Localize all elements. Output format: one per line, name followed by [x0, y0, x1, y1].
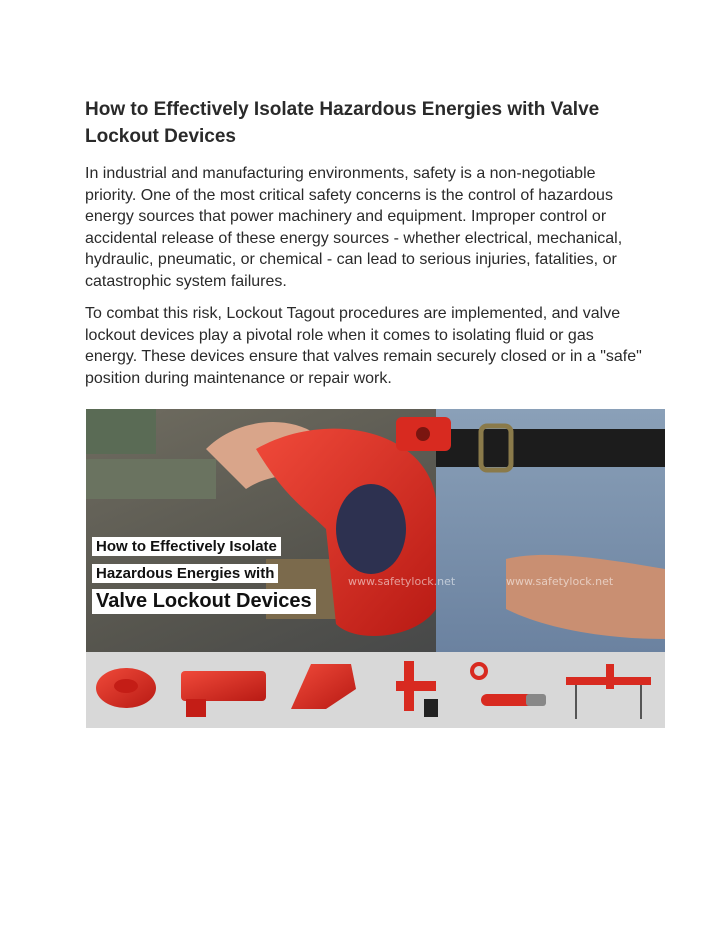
banner-image — [86, 409, 665, 728]
pipe-top — [86, 409, 156, 454]
product-gate-valve-lockout — [96, 668, 156, 708]
paragraph-intro: In industrial and manufacturing environments, safety is a non-negotiable priority. One of the most critical safety concerns is the control of hazardous energy sources that power machinery and equipment. Improper control or accidental release of these energy sources - whether electrical, mechanical, hydraulic, pneumatic, or chemical - can lead to serious injuries, fatalities, or catastrophic system failures. — [85, 165, 623, 290]
valve-wheel — [336, 484, 406, 574]
banner-title-line2: Hazardous Energies with — [92, 564, 278, 583]
article-title: How to Effectively Isolate Hazardous Energies with Valve Lockout Devices — [85, 99, 600, 147]
banner-title-line1: How to Effectively Isolate — [92, 537, 281, 556]
watermark-right: www.safetylock.net — [506, 575, 614, 588]
belt — [436, 429, 665, 467]
paragraph-lockout: To combat this risk, Lockout Tagout procedures are implemented, and valve lockout devices play a pivotal role when it comes to isolating fluid or gas energy. These devices ensure that valves remain securely closed or in a "safe" position during maintenance or repair work. — [85, 305, 642, 387]
product-strip — [86, 652, 665, 728]
article — [85, 96, 645, 400]
pipe-left — [86, 459, 216, 499]
banner-title-line3: Valve Lockout Devices — [92, 589, 316, 614]
watermark-left: www.safetylock.net — [348, 575, 456, 588]
